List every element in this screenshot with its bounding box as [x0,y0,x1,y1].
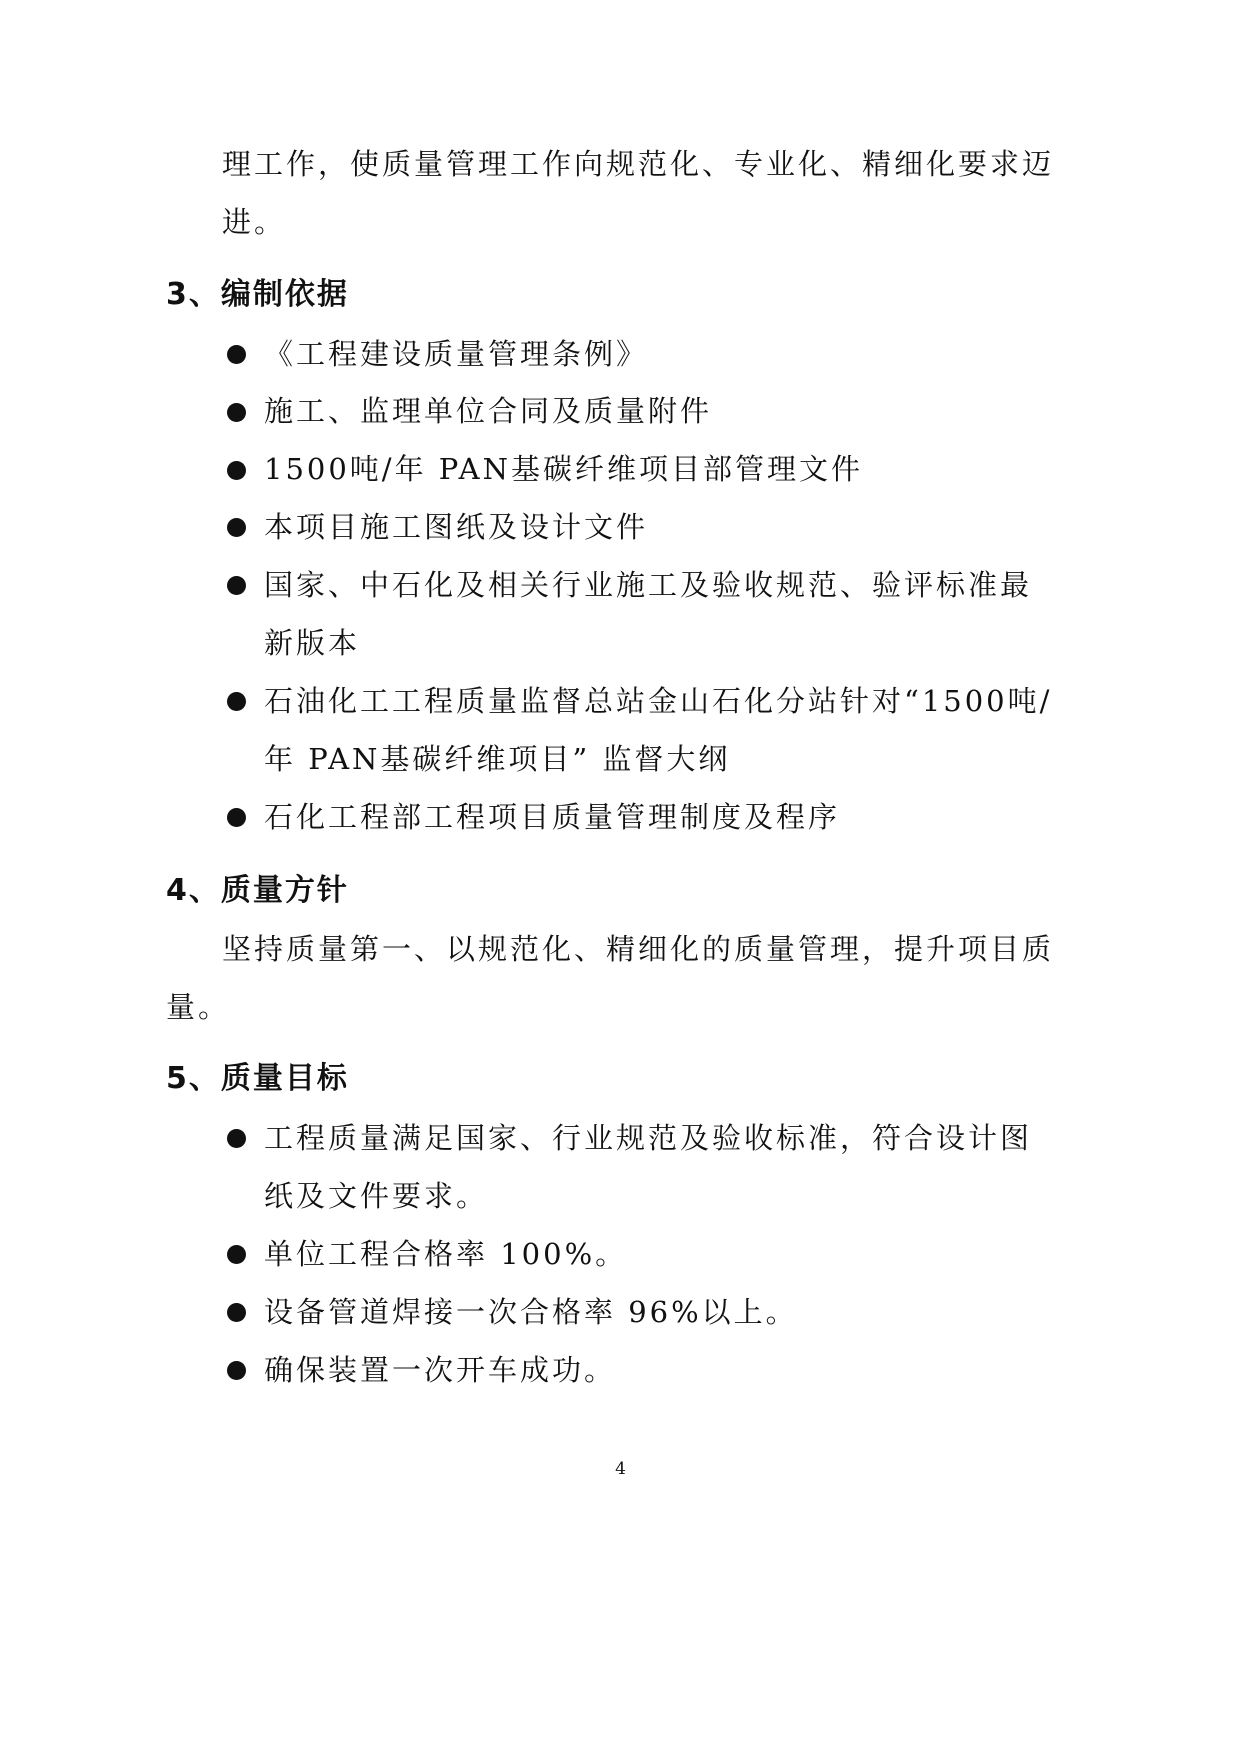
list-item-text: 石化工程部工程项目质量管理制度及程序 [264,800,841,834]
section-5-heading: 5、质量目标 [166,1061,349,1096]
list-item-text: 设备管道焊接一次合格率 96%以上。 [264,1295,798,1329]
bullet-icon [227,1245,246,1264]
section-4-paragraph-line-1: 坚持质量第一、以规范化、精细化的质量管理，提升项目质 [222,932,1055,966]
list-item-text: 本项目施工图纸及设计文件 [264,510,649,544]
list-item-text: 1500吨/年 PAN基碳纤维项目部管理文件 [264,452,863,486]
list-item-text-continued: 年 PAN基碳纤维项目” 监督大纲 [264,742,731,776]
section-3-heading: 3、编制依据 [166,277,349,312]
list-item-text-continued: 新版本 [264,626,361,660]
bullet-icon [227,461,246,480]
list-item-text: 确保装置一次开车成功。 [264,1353,617,1387]
bullet-icon [227,1129,246,1148]
list-item-text: 施工、监理单位合同及质量附件 [264,394,713,428]
list-item-text: 《工程建设质量管理条例》 [264,337,649,371]
bullet-icon [227,692,246,711]
intro-line-2: 进。 [222,205,287,239]
page-number: 4 [615,1459,626,1479]
list-item-text: 石油化工工程质量监督总站金山石化分站针对“1500吨/ [264,684,1053,718]
section-4-paragraph-line-2: 量。 [166,990,231,1024]
bullet-icon [227,576,246,595]
list-item-text: 单位工程合格率 100%。 [264,1237,628,1271]
bullet-icon [227,345,246,364]
bullet-icon [227,808,246,827]
list-item-text: 国家、中石化及相关行业施工及验收规范、验评标准最 [264,568,1033,602]
bullet-icon [227,1361,246,1380]
section-4-heading: 4、质量方针 [166,873,349,908]
bullet-icon [227,403,246,422]
list-item-text: 工程质量满足国家、行业规范及验收标准，符合设计图 [264,1121,1033,1155]
bullet-icon [227,1303,246,1322]
bullet-icon [227,518,246,537]
intro-line-1: 理工作，使质量管理工作向规范化、专业化、精细化要求迈 [222,147,1055,181]
list-item-text-continued: 纸及文件要求。 [264,1179,489,1213]
